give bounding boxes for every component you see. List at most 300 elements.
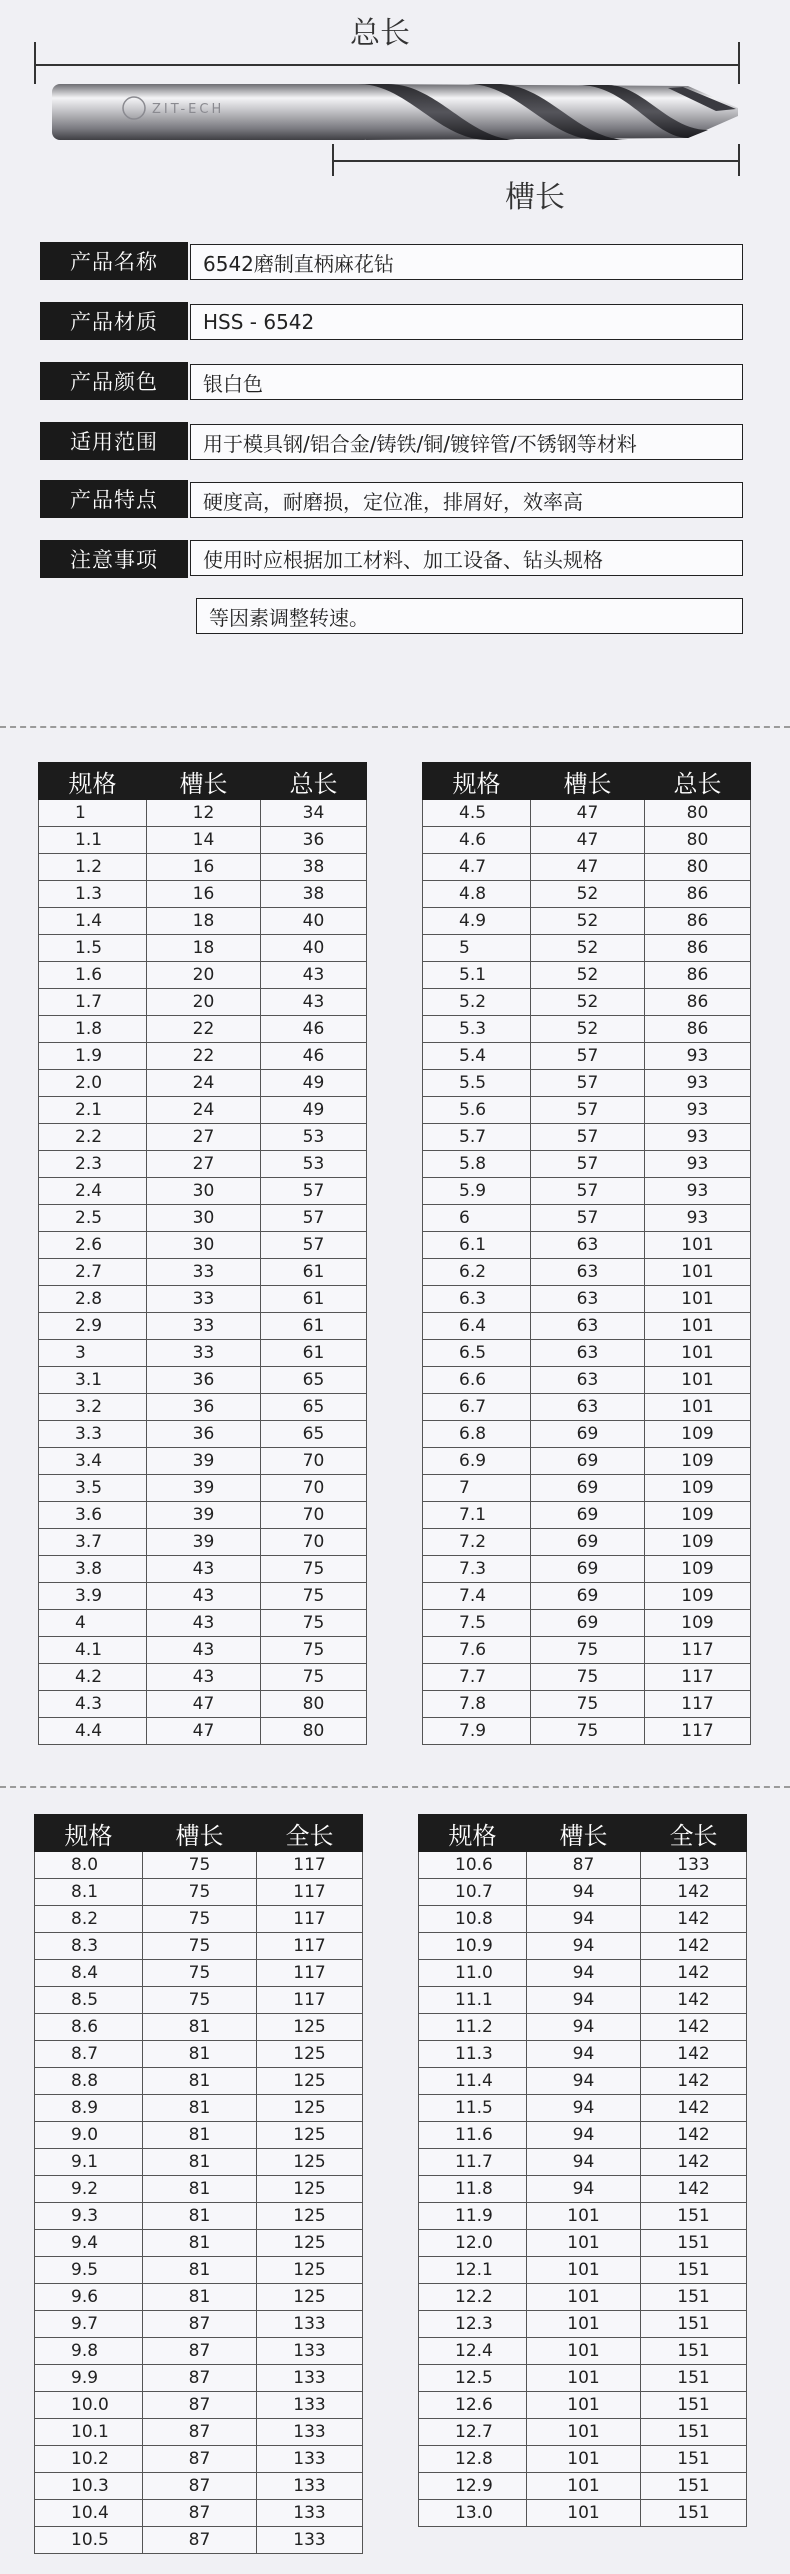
flute-length-cell: 24 — [147, 1097, 261, 1124]
table-header-row — [39, 763, 367, 800]
total-length-cell: 125 — [257, 2176, 363, 2203]
size-cell: 8.8 — [35, 2068, 143, 2095]
size-cell: 8.6 — [35, 2014, 143, 2041]
total-length-cell: 49 — [261, 1070, 367, 1097]
total-length-cell: 75 — [261, 1637, 367, 1664]
spec-value-notes: 使用时应根据加工材料、加工设备、钻头规格 — [190, 540, 743, 576]
size-cell: 7.5 — [423, 1610, 531, 1637]
flute-length-cell: 30 — [147, 1178, 261, 1205]
table-row — [39, 1205, 367, 1232]
flute-length-cell: 47 — [531, 827, 645, 854]
flute-length-cell: 24 — [147, 1070, 261, 1097]
table-row — [423, 1529, 751, 1556]
size-cell: 4.8 — [423, 881, 531, 908]
spec-value-notes-continuation: 等因素调整转速。 — [196, 598, 743, 634]
table-row — [39, 1529, 367, 1556]
total-length-cell: 101 — [645, 1232, 751, 1259]
spec-table-1 — [38, 762, 367, 1745]
table-row — [419, 2068, 747, 2095]
flute-length-cell: 101 — [527, 2365, 641, 2392]
table-header-cell: 全长 — [641, 1815, 747, 1852]
size-cell: 2.1 — [39, 1097, 147, 1124]
size-cell: 1.4 — [39, 908, 147, 935]
size-cell: 5.7 — [423, 1124, 531, 1151]
total-length-cell: 57 — [261, 1178, 367, 1205]
flute-length-cell: 36 — [147, 1421, 261, 1448]
size-cell: 5.2 — [423, 989, 531, 1016]
flute-length-cell: 101 — [527, 2257, 641, 2284]
total-length-cell: 53 — [261, 1151, 367, 1178]
flute-length-cell: 69 — [531, 1421, 645, 1448]
table-header-cell: 槽长 — [527, 1815, 641, 1852]
flute-length-cell: 75 — [143, 1852, 257, 1879]
table-row — [35, 1987, 363, 2014]
size-cell: 2.6 — [39, 1232, 147, 1259]
flute-length-cell: 69 — [531, 1502, 645, 1529]
size-cell: 10.0 — [35, 2392, 143, 2419]
flute-length-cell: 87 — [143, 2419, 257, 2446]
total-length-cell: 109 — [645, 1610, 751, 1637]
flute-length-cell: 75 — [531, 1718, 645, 1745]
total-length-cell: 86 — [645, 908, 751, 935]
size-cell: 8.0 — [35, 1852, 143, 1879]
total-length-cell: 125 — [257, 2284, 363, 2311]
flute-length-cell: 39 — [147, 1448, 261, 1475]
flute-length-cell: 69 — [531, 1556, 645, 1583]
total-length-cell: 142 — [641, 2068, 747, 2095]
total-length-cell: 142 — [641, 2095, 747, 2122]
size-cell: 5.4 — [423, 1043, 531, 1070]
flute-length-cell: 81 — [143, 2230, 257, 2257]
total-length-cell: 151 — [641, 2338, 747, 2365]
total-length-cell: 109 — [645, 1502, 751, 1529]
size-cell: 6.9 — [423, 1448, 531, 1475]
spec-label-color: 产品颜色 — [40, 362, 188, 400]
total-length-cell: 133 — [641, 1852, 747, 1879]
flute-length-cell: 75 — [143, 1933, 257, 1960]
table-row — [419, 2014, 747, 2041]
flute-length-cell: 87 — [527, 1852, 641, 1879]
size-cell: 8.7 — [35, 2041, 143, 2068]
size-cell: 1.1 — [39, 827, 147, 854]
table-row — [423, 854, 751, 881]
total-length-cell: 133 — [257, 2365, 363, 2392]
table-row — [39, 908, 367, 935]
total-length-cell: 70 — [261, 1448, 367, 1475]
table-row — [39, 881, 367, 908]
size-cell: 5.3 — [423, 1016, 531, 1043]
table-row — [35, 1933, 363, 1960]
total-length-cell: 93 — [645, 1070, 751, 1097]
table-row — [39, 1637, 367, 1664]
size-cell: 10.1 — [35, 2419, 143, 2446]
total-length-label: 总长 — [350, 16, 410, 51]
size-cell: 9.7 — [35, 2311, 143, 2338]
table-row — [419, 1933, 747, 1960]
table-header-cell: 规格 — [419, 1815, 527, 1852]
size-cell: 7.9 — [423, 1718, 531, 1745]
total-length-cell: 125 — [257, 2041, 363, 2068]
total-length-cell: 151 — [641, 2392, 747, 2419]
size-cell: 12.8 — [419, 2446, 527, 2473]
table-row — [423, 1448, 751, 1475]
total-length-cell: 125 — [257, 2149, 363, 2176]
size-cell: 6.2 — [423, 1259, 531, 1286]
size-cell: 4.5 — [423, 800, 531, 827]
flute-length-cell: 87 — [143, 2446, 257, 2473]
total-length-cell: 142 — [641, 2149, 747, 2176]
flute-length-cell: 94 — [527, 2014, 641, 2041]
flute-length-cell: 69 — [531, 1475, 645, 1502]
size-cell: 1.7 — [39, 989, 147, 1016]
total-length-cell: 49 — [261, 1097, 367, 1124]
flute-length-cell: 22 — [147, 1016, 261, 1043]
total-length-cell: 101 — [645, 1313, 751, 1340]
flute-length-cell: 81 — [143, 2149, 257, 2176]
table-row — [35, 2500, 363, 2527]
table-row — [423, 1394, 751, 1421]
table-row — [39, 800, 367, 827]
total-length-cell: 109 — [645, 1475, 751, 1502]
size-cell: 3.7 — [39, 1529, 147, 1556]
flute-length-cell: 81 — [143, 2068, 257, 2095]
table-header-cell: 槽长 — [147, 763, 261, 800]
flute-length-cell: 52 — [531, 908, 645, 935]
table-row — [423, 1232, 751, 1259]
total-length-cell: 142 — [641, 2122, 747, 2149]
spec-value-material: HSS - 6542 — [190, 304, 743, 340]
total-length-cell: 117 — [257, 1987, 363, 2014]
flute-length-cell: 94 — [527, 2149, 641, 2176]
flute-length-cell: 75 — [143, 1987, 257, 2014]
table-row — [419, 2149, 747, 2176]
flute-length-cell: 101 — [527, 2311, 641, 2338]
flute-length-cell: 87 — [143, 2311, 257, 2338]
flute-length-cell: 36 — [147, 1367, 261, 1394]
flute-length-cell: 43 — [147, 1637, 261, 1664]
table-row — [35, 2041, 363, 2068]
table-row — [39, 1286, 367, 1313]
total-length-cell: 86 — [645, 989, 751, 1016]
size-cell: 3.1 — [39, 1367, 147, 1394]
flute-length-cell: 47 — [147, 1691, 261, 1718]
total-length-cell: 46 — [261, 1043, 367, 1070]
flute-length-cell: 75 — [531, 1691, 645, 1718]
table-row — [39, 1421, 367, 1448]
size-cell: 11.3 — [419, 2041, 527, 2068]
flute-length-cell: 75 — [143, 1960, 257, 1987]
total-length-cell: 151 — [641, 2203, 747, 2230]
flute-length-cell: 57 — [531, 1205, 645, 1232]
table-row — [423, 1610, 751, 1637]
table-header-cell: 规格 — [423, 763, 531, 800]
flute-length-cell: 39 — [147, 1502, 261, 1529]
size-cell: 4.9 — [423, 908, 531, 935]
flute-length-cell: 69 — [531, 1448, 645, 1475]
total-length-cell: 43 — [261, 962, 367, 989]
size-cell: 7.7 — [423, 1664, 531, 1691]
flute-length-cell: 101 — [527, 2284, 641, 2311]
flute-length-cell: 81 — [143, 2257, 257, 2284]
size-cell: 5 — [423, 935, 531, 962]
table-row — [39, 1664, 367, 1691]
table-row — [419, 2365, 747, 2392]
total-length-cell: 86 — [645, 881, 751, 908]
table-row — [419, 2446, 747, 2473]
table-row — [423, 1124, 751, 1151]
total-length-cell: 151 — [641, 2500, 747, 2527]
table-row — [35, 2176, 363, 2203]
size-cell: 12.3 — [419, 2311, 527, 2338]
size-cell: 4.4 — [39, 1718, 147, 1745]
total-length-cell: 53 — [261, 1124, 367, 1151]
flute-length-cell: 101 — [527, 2338, 641, 2365]
table-row — [423, 1664, 751, 1691]
flute-length-cell: 87 — [143, 2473, 257, 2500]
flute-length-cell: 57 — [531, 1043, 645, 1070]
size-cell: 7.3 — [423, 1556, 531, 1583]
table-row — [35, 2122, 363, 2149]
size-cell: 13.0 — [419, 2500, 527, 2527]
table-row — [39, 1097, 367, 1124]
size-cell: 5.9 — [423, 1178, 531, 1205]
size-cell: 2.2 — [39, 1124, 147, 1151]
size-cell: 6.3 — [423, 1286, 531, 1313]
size-cell: 1.8 — [39, 1016, 147, 1043]
table-row — [423, 935, 751, 962]
flute-length-cell: 87 — [143, 2500, 257, 2527]
total-length-cell: 151 — [641, 2473, 747, 2500]
flute-length-cell: 18 — [147, 935, 261, 962]
size-cell: 8.3 — [35, 1933, 143, 1960]
flute-length-cell: 36 — [147, 1394, 261, 1421]
section-divider — [0, 726, 790, 728]
total-length-cell: 142 — [641, 1906, 747, 1933]
table-row — [419, 2473, 747, 2500]
size-cell: 6 — [423, 1205, 531, 1232]
flute-length-cell: 81 — [143, 2203, 257, 2230]
spec-table-4 — [418, 1814, 747, 2527]
flute-length-cell: 33 — [147, 1313, 261, 1340]
total-length-cell: 80 — [261, 1718, 367, 1745]
total-length-cell: 109 — [645, 1448, 751, 1475]
size-cell: 9.0 — [35, 2122, 143, 2149]
table-row — [419, 1960, 747, 1987]
total-length-cell: 101 — [645, 1286, 751, 1313]
size-cell: 7.8 — [423, 1691, 531, 1718]
flute-length-cell: 101 — [527, 2203, 641, 2230]
total-length-cell: 75 — [261, 1664, 367, 1691]
flute-length-dimension-line — [332, 160, 740, 162]
table-row — [39, 1313, 367, 1340]
spec-table-3 — [34, 1814, 363, 2554]
table-row — [35, 2419, 363, 2446]
total-length-cell: 133 — [257, 2311, 363, 2338]
table-row — [423, 1583, 751, 1610]
flute-length-cell: 16 — [147, 854, 261, 881]
total-length-cell: 43 — [261, 989, 367, 1016]
size-cell: 7.2 — [423, 1529, 531, 1556]
table-row — [419, 2122, 747, 2149]
total-length-cell: 117 — [257, 1960, 363, 1987]
flute-length-cell: 33 — [147, 1286, 261, 1313]
size-cell: 10.7 — [419, 1879, 527, 1906]
table-row — [35, 1879, 363, 1906]
flute-length-cell: 101 — [527, 2500, 641, 2527]
total-length-cell: 125 — [257, 2095, 363, 2122]
section-divider — [0, 1786, 790, 1788]
size-cell: 12.4 — [419, 2338, 527, 2365]
total-length-cell: 151 — [641, 2257, 747, 2284]
total-length-cell: 86 — [645, 962, 751, 989]
size-cell: 11.2 — [419, 2014, 527, 2041]
flute-length-label: 槽长 — [505, 180, 565, 215]
flute-length-cell: 81 — [143, 2122, 257, 2149]
flute-length-cell: 94 — [527, 2095, 641, 2122]
total-length-cell: 109 — [645, 1421, 751, 1448]
flute-length-cell: 63 — [531, 1232, 645, 1259]
table-row — [419, 1852, 747, 1879]
size-cell: 10.8 — [419, 1906, 527, 1933]
table-header-cell: 总长 — [645, 763, 751, 800]
total-length-cell: 40 — [261, 935, 367, 962]
size-cell: 1.6 — [39, 962, 147, 989]
table-row — [39, 1232, 367, 1259]
table-row — [423, 989, 751, 1016]
size-cell: 9.4 — [35, 2230, 143, 2257]
size-cell: 4.7 — [423, 854, 531, 881]
size-cell: 12.9 — [419, 2473, 527, 2500]
total-length-cell: 65 — [261, 1367, 367, 1394]
size-cell: 8.5 — [35, 1987, 143, 2014]
flute-length-cell: 33 — [147, 1340, 261, 1367]
table-row — [35, 2365, 363, 2392]
table-row — [35, 2149, 363, 2176]
flute-length-cell: 27 — [147, 1124, 261, 1151]
size-cell: 1.2 — [39, 854, 147, 881]
flute-length-cell: 12 — [147, 800, 261, 827]
total-length-cell: 133 — [257, 2527, 363, 2554]
table-row — [39, 1367, 367, 1394]
table-row — [423, 1205, 751, 1232]
total-length-cell: 38 — [261, 854, 367, 881]
total-length-cell: 70 — [261, 1475, 367, 1502]
table-header-cell: 全长 — [257, 1815, 363, 1852]
total-length-cell: 133 — [257, 2446, 363, 2473]
total-length-cell: 151 — [641, 2365, 747, 2392]
flute-length-cell: 39 — [147, 1529, 261, 1556]
size-cell: 12.2 — [419, 2284, 527, 2311]
size-cell: 8.4 — [35, 1960, 143, 1987]
table-row — [35, 2284, 363, 2311]
total-length-cell: 109 — [645, 1529, 751, 1556]
table-row — [39, 1340, 367, 1367]
total-length-cell: 61 — [261, 1313, 367, 1340]
table-row — [39, 1394, 367, 1421]
table-row — [39, 1178, 367, 1205]
flute-length-cell: 43 — [147, 1664, 261, 1691]
table-header-cell: 规格 — [39, 763, 147, 800]
size-cell: 2.4 — [39, 1178, 147, 1205]
table-row — [39, 1070, 367, 1097]
flute-length-cell: 81 — [143, 2284, 257, 2311]
table-row — [419, 2500, 747, 2527]
total-length-cell: 151 — [641, 2311, 747, 2338]
table-row — [419, 2338, 747, 2365]
table-row — [35, 2311, 363, 2338]
table-row — [419, 2311, 747, 2338]
size-cell: 6.5 — [423, 1340, 531, 1367]
flute-length-cell: 43 — [147, 1583, 261, 1610]
size-cell: 2.3 — [39, 1151, 147, 1178]
total-length-cell: 75 — [261, 1583, 367, 1610]
table-row — [39, 1502, 367, 1529]
total-length-cell: 57 — [261, 1232, 367, 1259]
size-cell: 1.3 — [39, 881, 147, 908]
size-cell: 4.3 — [39, 1691, 147, 1718]
size-cell: 2.9 — [39, 1313, 147, 1340]
flute-length-cell: 101 — [527, 2419, 641, 2446]
table-row — [423, 1691, 751, 1718]
flute-length-cell: 94 — [527, 2041, 641, 2068]
size-cell: 9.5 — [35, 2257, 143, 2284]
table-row — [419, 1879, 747, 1906]
flute-length-cell: 81 — [143, 2014, 257, 2041]
size-cell: 7.1 — [423, 1502, 531, 1529]
size-cell: 1.5 — [39, 935, 147, 962]
flute-length-cell: 94 — [527, 2068, 641, 2095]
table-row — [35, 2203, 363, 2230]
total-length-cell: 80 — [645, 827, 751, 854]
total-length-cell: 125 — [257, 2122, 363, 2149]
flute-length-cell: 33 — [147, 1259, 261, 1286]
size-cell: 11.0 — [419, 1960, 527, 1987]
total-length-cell: 117 — [645, 1637, 751, 1664]
total-length-cell: 70 — [261, 1529, 367, 1556]
spec-label-application: 适用范围 — [40, 422, 188, 460]
table-row — [423, 962, 751, 989]
table-row — [419, 2095, 747, 2122]
flute-length-cell: 81 — [143, 2041, 257, 2068]
flute-length-cell: 22 — [147, 1043, 261, 1070]
total-length-cell: 38 — [261, 881, 367, 908]
flute-length-cell: 20 — [147, 962, 261, 989]
size-cell: 6.6 — [423, 1367, 531, 1394]
flute-length-cell: 27 — [147, 1151, 261, 1178]
flute-length-cell: 52 — [531, 1016, 645, 1043]
total-length-cell: 36 — [261, 827, 367, 854]
table-row — [423, 1070, 751, 1097]
table-row — [39, 935, 367, 962]
size-cell: 11.8 — [419, 2176, 527, 2203]
flute-length-cell: 57 — [531, 1097, 645, 1124]
table-row — [39, 1583, 367, 1610]
flute-length-cell: 63 — [531, 1340, 645, 1367]
table-row — [423, 1475, 751, 1502]
flute-length-cell: 52 — [531, 962, 645, 989]
table-row — [423, 1097, 751, 1124]
total-length-cell: 93 — [645, 1178, 751, 1205]
size-cell: 10.9 — [419, 1933, 527, 1960]
size-cell: 12.5 — [419, 2365, 527, 2392]
total-length-cell: 61 — [261, 1286, 367, 1313]
size-cell: 3.4 — [39, 1448, 147, 1475]
total-length-cell: 61 — [261, 1340, 367, 1367]
size-cell: 12.7 — [419, 2419, 527, 2446]
size-cell: 4 — [39, 1610, 147, 1637]
table-row — [39, 1043, 367, 1070]
total-length-cell: 125 — [257, 2068, 363, 2095]
